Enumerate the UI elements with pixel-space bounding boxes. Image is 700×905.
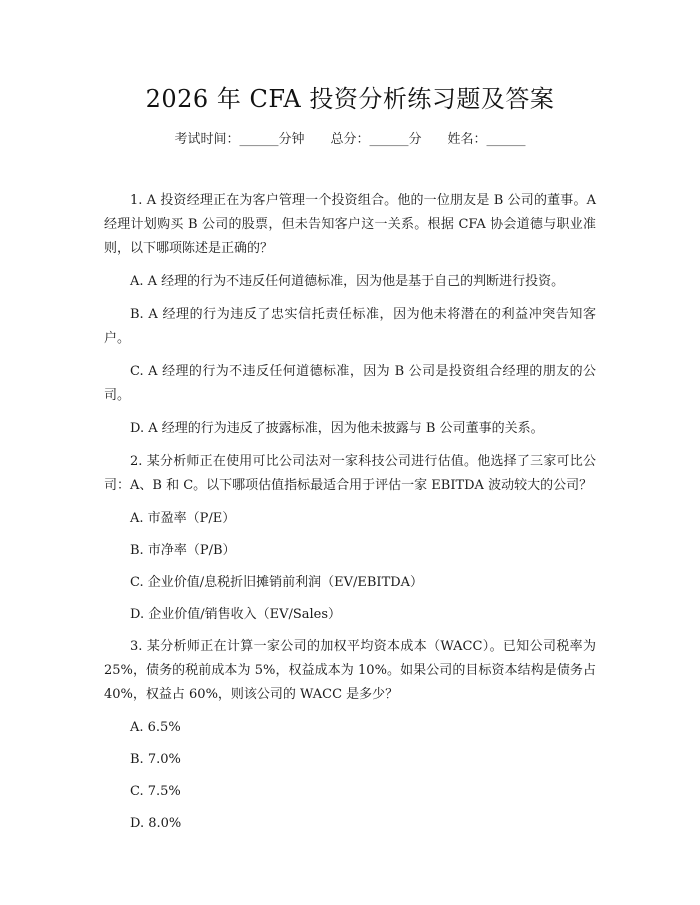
total-score-field: 总分：______分 bbox=[330, 132, 422, 147]
question-3-option-a: A. 6.5% bbox=[130, 720, 181, 735]
question-2-option-d: D. 企业价值/销售收入（EV/Sales） bbox=[130, 607, 342, 622]
question-2-option-b: B. 市净率（P/B） bbox=[130, 543, 236, 558]
question-2-option-c: C. 企业价值/息税折旧摊销前利润（EV/EBITDA） bbox=[130, 575, 424, 590]
question-3-option-c: C. 7.5% bbox=[130, 784, 181, 799]
name-field: 姓名：______ bbox=[447, 132, 526, 147]
question-1-option-d: D. A 经理的行为违反了披露标准，因为他未披露与 B 公司董事的关系。 bbox=[130, 421, 544, 436]
question-3-option-d: D. 8.0% bbox=[130, 816, 182, 831]
question-1-stem: 1. A 投资经理正在为客户管理一个投资组合。他的一位朋友是 B 公司的董事。A 经理计划购买 B 公司的股票，但未告知客户这一关系。根据 CFA 协会道德与职业准则，以下哪项陈述是正确的？ bbox=[104, 193, 596, 256]
question-1-option-a: A. A 经理的行为不违反任何道德标准，因为他是基于自己的判断进行投资。 bbox=[130, 274, 565, 289]
exam-meta-line bbox=[0, 131, 700, 149]
question-2-option-a: A. 市盈率（P/E） bbox=[130, 511, 236, 526]
question-2-stem: 2. 某分析师正在使用可比公司法对一家科技公司进行估值。他选择了三家可比公司：A、B 和 C。以下哪项估值指标最适合用于评估一家 EBITDA 波动较大的公司？ bbox=[104, 454, 596, 493]
question-1-option-b: B. A 经理的行为违反了忠实信托责任标准，因为他未将潜在的利益冲突告知客户。 bbox=[104, 307, 596, 346]
question-3-stem: 3. 某分析师正在计算一家公司的加权平均资本成本（WACC）。已知公司税率为 25%，债务的税前成本为 5%，权益成本为 10%。如果公司的目标资本结构是债务占 40%，权益占 60%，则该公司的 WACC 是多少？ bbox=[104, 639, 596, 702]
question-1-option-c: C. A 经理的行为不违反任何道德标准，因为 B 公司是投资组合经理的朋友的公司。 bbox=[104, 364, 596, 403]
questions-body bbox=[104, 189, 596, 844]
exam-time-field: 考试时间：______分钟 bbox=[174, 132, 305, 147]
question-3-option-b: B. 7.0% bbox=[130, 752, 181, 767]
document-title: 2026 年 CFA 投资分析练习题及答案 bbox=[145, 85, 555, 113]
